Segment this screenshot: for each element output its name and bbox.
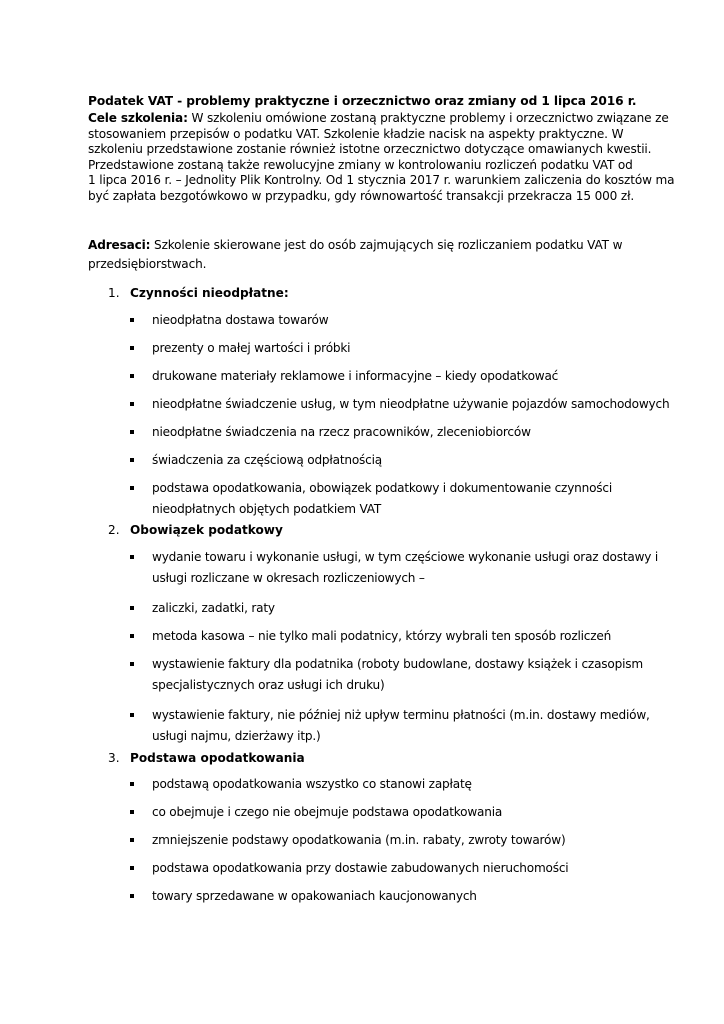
bullet-icon [130,346,134,350]
document-title: Podatek VAT - problemy praktyczne i orzecznictwo oraz zmiany od 1 lipca 2016 r. [88,94,637,108]
intro-line: stosowaniem przepisów o podatku VAT. Szkolenie kładzie nacisk na aspekty praktyczne. W [88,126,624,141]
list-item-text: usługi najmu, dzierżawy itp.) [152,729,321,743]
list-item [130,338,350,359]
list-item [130,654,643,696]
bullet-icon [130,810,134,814]
bullet-icon [130,713,134,717]
list-item-text: specjalistycznych oraz usługi ich druku) [152,678,385,692]
bullet-icon [130,430,134,434]
list-item [130,422,531,443]
list-item [130,830,565,851]
audience-paragraph [88,236,622,274]
bullet-icon [130,318,134,322]
list-item [130,547,658,589]
audience-text: Szkolenie skierowane jest do osób zajmujących się rozliczaniem podatku VAT w [150,238,623,252]
intro-text: W szkoleniu omówione zostaną praktyczne problemy i orzecznictwo związane ze [187,111,669,125]
list-item [130,774,472,795]
list-item [130,858,568,879]
section-heading [108,523,283,537]
list-item [130,705,650,747]
list-item-text: nieodpłatne świadczenia na rzecz pracowników, zleceniobiorców [152,425,531,439]
list-item-text: wystawienie faktury dla podatnika (roboty budowlane, dostawy książek i czasopism [152,657,643,671]
list-item-text: co obejmuje i czego nie obejmuje podstawa opodatkowania [152,805,503,819]
section-title: Czynności nieodpłatne: [130,286,289,300]
list-item [130,478,612,520]
audience-label: Adresaci: [88,238,151,252]
list-item-text: nieodpłatna dostawa towarów [152,313,329,327]
list-item [130,802,502,823]
section-number: 3. [108,751,120,765]
list-item-text: wydanie towaru i wykonanie usługi, w tym częściowe wykonanie usługi oraz dostawy i [152,550,659,564]
list-item [130,450,382,471]
audience-line [88,236,622,255]
intro-line: być zapłata bezgotówkowo w przypadku, gdy równowartość transakcji przekracza 15 000 zł. [88,188,635,203]
section-title: Obowiązek podatkowy [130,523,283,537]
intro-paragraph [88,111,675,204]
section-heading [108,286,289,300]
intro-line: 1 lipca 2016 r. – Jednolity Plik Kontrolny. Od 1 stycznia 2017 r. warunkiem zaliczenia do kosztów ma [88,173,675,187]
bullet-icon [130,606,134,610]
bullet-icon [130,838,134,842]
intro-line: Przedstawione zostaną także rewolucyjne zmiany w kontrolowaniu rozliczeń podatku VAT od [88,157,633,172]
list-item-text: podstawa opodatkowania przy dostawie zabudowanych nieruchomości [152,861,569,875]
bullet-icon [130,634,134,638]
list-item-text: towary sprzedawane w opakowaniach kaucjonowanych [152,889,477,903]
bullet-icon [130,662,134,666]
bullet-icon [130,374,134,378]
list-item [130,394,669,415]
section-number: 2. [108,523,120,537]
intro-line [88,111,669,127]
list-item-text: podstawą opodatkowania wszystko co stanowi zapłatę [152,777,472,791]
bullet-icon [130,555,134,559]
list-item-text: nieodpłatne świadczenie usług, w tym nieodpłatne używanie pojazdów samochodowych [152,397,670,411]
list-item-text: zaliczki, zadatki, raty [152,601,275,615]
intro-line: szkoleniu przedstawione zostanie również istotne orzecznictwo dotyczące omawianych kwestii. [88,142,652,156]
intro-label: Cele szkolenia: [88,111,188,125]
section-heading [108,751,305,765]
list-item-text: wystawienie faktury, nie później niż upływ terminu płatności (m.in. dostawy mediów, [152,708,650,722]
list-item [130,598,275,619]
bullet-icon [130,402,134,406]
list-item-text: drukowane materiały reklamowe i informacyjne – kiedy opodatkować [152,369,559,383]
list-item-text: podstawa opodatkowania, obowiązek podatkowy i dokumentowanie czynności [152,481,613,495]
list-item [130,366,558,387]
list-item-text: usługi rozliczane w okresach rozliczeniowych – [152,571,425,585]
list-item [130,886,477,907]
bullet-icon [130,866,134,870]
list-item [130,310,328,331]
list-item-text: zmniejszenie podstawy opodatkowania (m.in. rabaty, zwroty towarów) [152,833,566,847]
list-item [130,626,611,647]
bullet-icon [130,458,134,462]
bullet-icon [130,782,134,786]
list-item-text: metoda kasowa – nie tylko mali podatnicy, którzy wybrali ten sposób rozliczeń [152,629,612,643]
list-item-text: prezenty o małej wartości i próbki [152,341,351,355]
audience-line: przedsiębiorstwach. [88,257,207,271]
list-item-text: świadczenia za częściową odpłatnością [152,453,382,467]
bullet-icon [130,486,134,490]
list-item-text: nieodpłatnych objętych podatkiem VAT [152,502,382,516]
bullet-icon [130,894,134,898]
section-title: Podstawa opodatkowania [130,751,305,765]
section-number: 1. [108,286,120,300]
